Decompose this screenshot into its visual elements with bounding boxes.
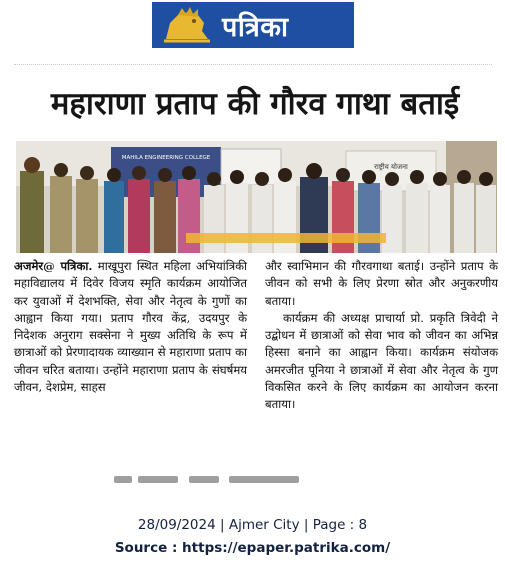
lion-emblem-icon <box>158 3 216 47</box>
article-body <box>14 258 498 468</box>
masthead-logo <box>152 2 354 48</box>
article-column-left <box>14 258 247 396</box>
article-right-paragraph-2: कार्यक्रम की अध्यक्ष प्राचार्या प्रो. प्रकृति त्रिवेदी ने उद्बोधन में छात्राओं को सेवा भाव को जीवन का अभिन्न हिस्सा बनाने का आह्वान किया। कार्यक्रम संयोजक अमरजीत पूनिया ने छात्राओं में सेवा और नेतृत्व के गुण विकसित करने के लिए कार्यक्रम का आयोजन करना बताया। <box>265 310 498 412</box>
headline: महाराणा प्रताप की गौरव गाथा बताई <box>50 86 460 122</box>
photo-banner-right: राष्ट्रीय योजना <box>374 163 408 171</box>
brand-name: पत्रिका <box>222 11 289 43</box>
article-column-right <box>265 258 498 414</box>
article-left-text: माखूपुरा स्थित महिला अभियांत्रिकी महाविद्यालय में दिवेर विजय स्मृति कार्यक्रम आयोजित कर युवाओं में देशभक्ति, सेवा और नेतृत्व के गुणों का आह्वान किया गया। प्रताप गौरव केंद्र, उदयपुर के निदेशक अनुराग सक्सेना ने मुख्य अतिथि के रूप में छात्राओं को प्रेरणादायक व्याख्यान से महाराणा प्रताप का जीवन चरित बताया। उन्होंने महाराणा प्रताप के संघर्षमय जीवन, देशप्रेम, साहस <box>14 259 248 395</box>
dateline: अजमेर@ पत्रिका. <box>14 259 93 273</box>
source-footer <box>0 514 505 560</box>
next-story-cut-line <box>14 473 334 487</box>
photo-banner-left: MAHILA ENGINEERING COLLEGE <box>121 155 211 161</box>
news-photo <box>16 141 497 253</box>
source-link[interactable]: Source : https://epaper.patrika.com/ <box>114 540 391 556</box>
publication-info: 28/09/2024 | Ajmer City | Page : 8 <box>137 517 368 533</box>
article-right-paragraph-1: और स्वाभिमान की गौरवगाथा बताई। उन्होंने प्रताप के जीवन को सभी के लिए प्रेरणा स्रोत और अनुकरणीय बताया। <box>265 259 498 308</box>
previous-story-cut-line <box>14 64 492 75</box>
